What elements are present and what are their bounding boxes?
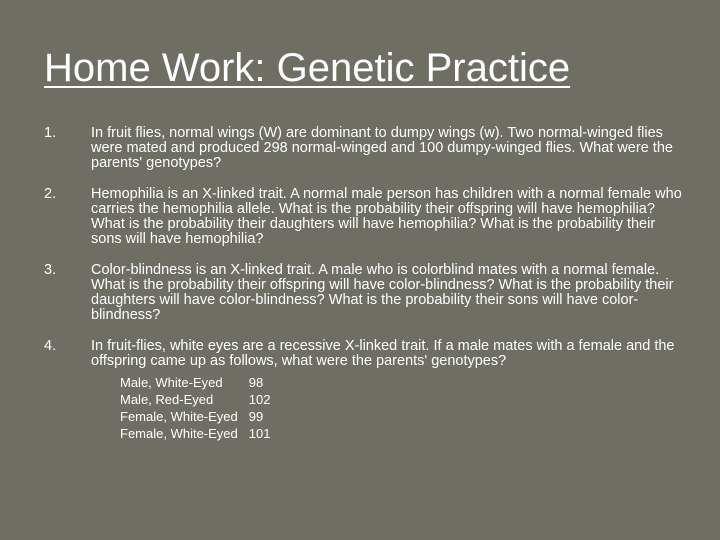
offspring-label: Male, White-Eyed xyxy=(120,375,223,390)
table-row xyxy=(120,408,270,425)
question-text: In fruit flies, normal wings (W) are dominant to dumpy wings (w). Two normal-winged flies were mated and produced 298 normal-winged and 100 dumpy-winged flies. What were the parents' genotypes? xyxy=(91,125,673,171)
question-item-3 xyxy=(44,263,684,323)
slide-title: Home Work: Genetic Practice xyxy=(44,46,571,90)
question-text: In fruit-flies, white eyes are a recessive X-linked trait. If a male mates with a female and the offspring came up as follows, what were the parents' genotypes? xyxy=(91,338,675,369)
question-number: 2. xyxy=(44,186,57,202)
offspring-table xyxy=(120,374,270,442)
question-text: Color-blindness is an X-linked trait. A male who is colorblind mates with a normal female. What is the probability their offspring will have color-blindness? What is the probability their daughters will have color-blindness? What is the probability their sons will have color-blindness? xyxy=(91,262,674,323)
offspring-label: Female, White-Eyed xyxy=(120,426,238,441)
question-number: 1. xyxy=(44,125,57,141)
table-row xyxy=(120,391,270,408)
offspring-count: 101 xyxy=(248,426,271,441)
offspring-label: Female, White-Eyed xyxy=(120,409,238,424)
question-list xyxy=(44,126,684,458)
question-number: 4. xyxy=(44,338,57,354)
question-text: Hemophilia is an X-linked trait. A normal male person has children with a normal female who carries the hemophilia allele. What is the probability their offspring will have hemophilia? What is the probability their daughters will have hemophilia? What is the probability their sons will have hemophilia? xyxy=(91,186,682,247)
question-item-2 xyxy=(44,187,684,247)
offspring-count: 98 xyxy=(248,375,264,390)
question-item-1 xyxy=(44,126,684,171)
offspring-count: 102 xyxy=(248,392,271,407)
question-number: 3. xyxy=(44,262,57,278)
table-row xyxy=(120,425,270,442)
offspring-label: Male, Red-Eyed xyxy=(120,392,214,407)
table-row xyxy=(120,374,270,391)
question-item-4 xyxy=(44,339,684,442)
offspring-count: 99 xyxy=(248,409,264,424)
